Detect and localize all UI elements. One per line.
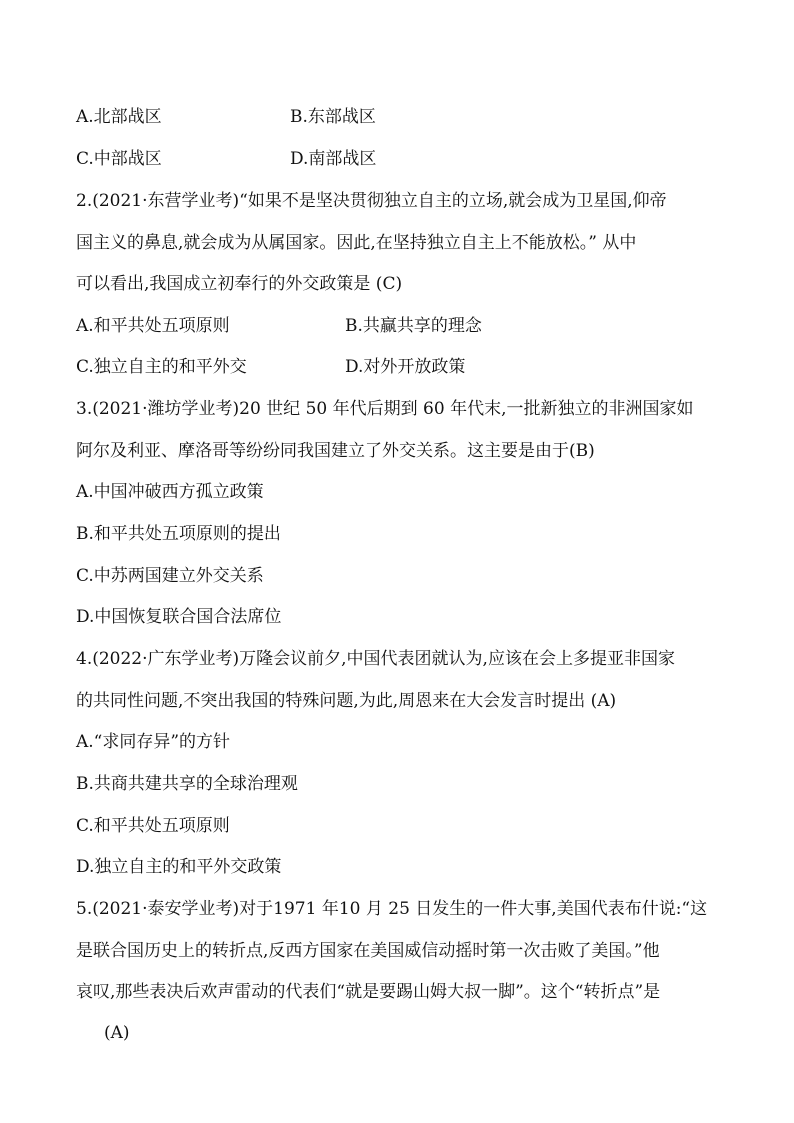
q4-option-b: B.共商共建共享的全球治理观 [76,774,298,794]
q1-option-d: D.南部战区 [290,149,377,169]
q1-option-c: C.中部战区 [76,149,162,169]
q2-stem-line-2: 国主义的鼻息,就会成为从属国家。因此,在坚持独立自主上不能放松。” 从中 [76,233,637,253]
q3-option-d: D.中国恢复联合国合法席位 [76,607,282,627]
q3-option-b: B.和平共处五项原则的提出 [76,524,281,544]
q2-option-b: B.共赢共享的理念 [345,316,482,336]
q3-option-c: C.中苏两国建立外交关系 [76,566,264,586]
q2-stem-line-3: 可以看出,我国成立初奉行的外交政策是 (C) [76,274,403,294]
q5-stem-line-3: 哀叹,那些表决后欢声雷动的代表们“就是要踢山姆大叔一脚”。这个“转折点”是 [76,982,661,1002]
q2-options-row-2 [76,356,466,378]
q2-stem-line-1: 2.(2021·东营学业考)“如果不是坚决贯彻独立自主的立场,就会成为卫星国,仰帝 [76,191,667,211]
q3-option-a: A.中国冲破西方孤立政策 [76,482,264,502]
q2-options-row-1 [76,315,482,337]
q1-options-row-2 [76,148,377,170]
q2-option-d: D.对外开放政策 [345,357,466,377]
q2-option-a: A.和平共处五项原则 [76,316,230,336]
q1-option-a: A.北部战区 [76,107,162,127]
q5-stem-line-1: 5.(2021·泰安学业考)对于1971 年10 月 25 日发生的一件大事,美国代表布什说:“这 [76,899,708,919]
q4-option-c: C.和平共处五项原则 [76,816,230,836]
q4-option-d: D.独立自主的和平外交政策 [76,857,282,877]
q3-stem-line-2: 阿尔及利亚、摩洛哥等纷纷同我国建立了外交关系。这主要是由于(B) [76,441,595,461]
q4-option-a: A.“求同存异”的方针 [76,732,231,752]
q2-option-c: C.独立自主的和平外交 [76,357,247,377]
q5-stem-line-2: 是联合国历史上的转折点,反西方国家在美国威信动摇时第一次击败了美国。”他 [76,941,660,961]
q4-stem-line-1: 4.(2022·广东学业考)万隆会议前夕,中国代表团就认为,应该在会上多提亚非国家 [76,649,675,669]
q4-stem-line-2: 的共同性问题,不突出我国的特殊问题,为此,周恩来在大会发言时提出 (A) [76,691,617,711]
q3-stem-line-1: 3.(2021·潍坊学业考)20 世纪 50 年代后期到 60 年代末,一批新独立的非洲国家如 [76,399,694,419]
q1-option-b: B.东部战区 [290,107,376,127]
q1-options-row-1 [76,106,376,128]
q5-answer: (A) [104,1023,130,1043]
